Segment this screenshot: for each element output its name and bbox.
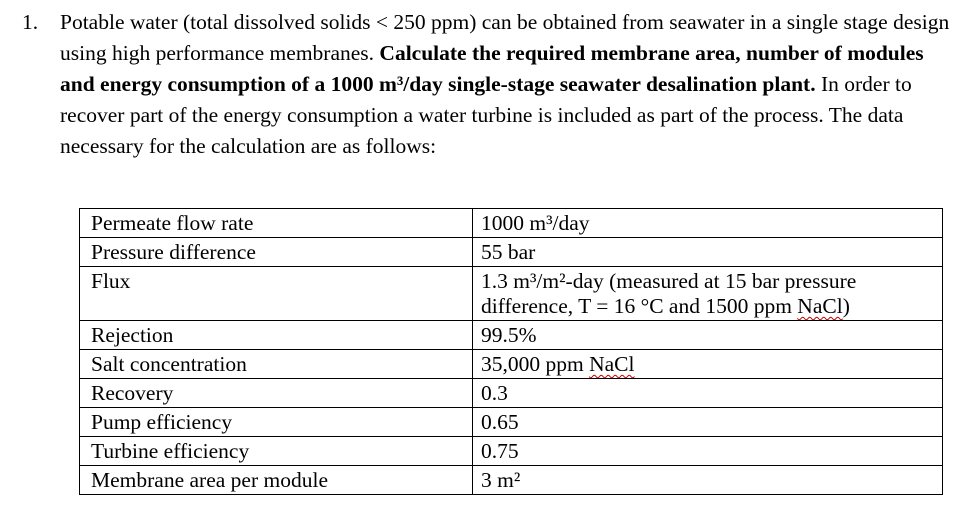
- spellcheck-marked-word: NaCl: [797, 294, 843, 318]
- row-value: 0.65: [473, 408, 943, 437]
- flux-value-text: 1.3 m³/m²-day (measured at 15 bar pressure difference, T = 16 °C and 1500 ppm: [481, 269, 857, 318]
- table-row: [80, 437, 943, 466]
- table-row: [80, 379, 943, 408]
- flux-value-close: ): [842, 294, 850, 318]
- spellcheck-marked-word: NaCl: [589, 352, 635, 376]
- row-value: 55 bar: [473, 238, 943, 267]
- question-paragraph: [60, 7, 952, 162]
- table-row: [80, 209, 943, 238]
- row-value: [473, 350, 943, 379]
- table-row: [80, 238, 943, 267]
- row-value: 0.75: [473, 437, 943, 466]
- table-row: [80, 321, 943, 350]
- row-label: Rejection: [80, 321, 473, 350]
- data-table: [79, 208, 943, 495]
- table-row: [80, 350, 943, 379]
- row-label: Pressure difference: [80, 238, 473, 267]
- row-label: Membrane area per module: [80, 466, 473, 495]
- question-outro-text: In order to recover part of the energy consumption a water turbine is included as part of the process. The data necessary for the calculation are as follows:: [60, 72, 912, 158]
- question-task-text: Calculate the required membrane area, number of modules and energy consumption of a 1000 m³/day single-stage seawater desalination plant.: [60, 41, 924, 96]
- row-label: Flux: [80, 267, 473, 321]
- table-row: [80, 408, 943, 437]
- row-label: Pump efficiency: [80, 408, 473, 437]
- problem-statement: [22, 7, 952, 162]
- row-label: Recovery: [80, 379, 473, 408]
- table-row: [80, 267, 943, 321]
- row-label: Permeate flow rate: [80, 209, 473, 238]
- row-label: Salt concentration: [80, 350, 473, 379]
- row-value: 0.3: [473, 379, 943, 408]
- question-number: 1.: [22, 10, 39, 34]
- row-value: 1000 m³/day: [473, 209, 943, 238]
- row-value: 99.5%: [473, 321, 943, 350]
- row-label: Turbine efficiency: [80, 437, 473, 466]
- row-value: [473, 267, 943, 321]
- table-row: [80, 466, 943, 495]
- row-value: 3 m²: [473, 466, 943, 495]
- question-intro-text: Potable water (total dissolved solids < 250 ppm) can be obtained from seawater in a single stage design using high performance membranes.: [60, 10, 950, 65]
- salt-value-text: 35,000 ppm: [481, 352, 590, 376]
